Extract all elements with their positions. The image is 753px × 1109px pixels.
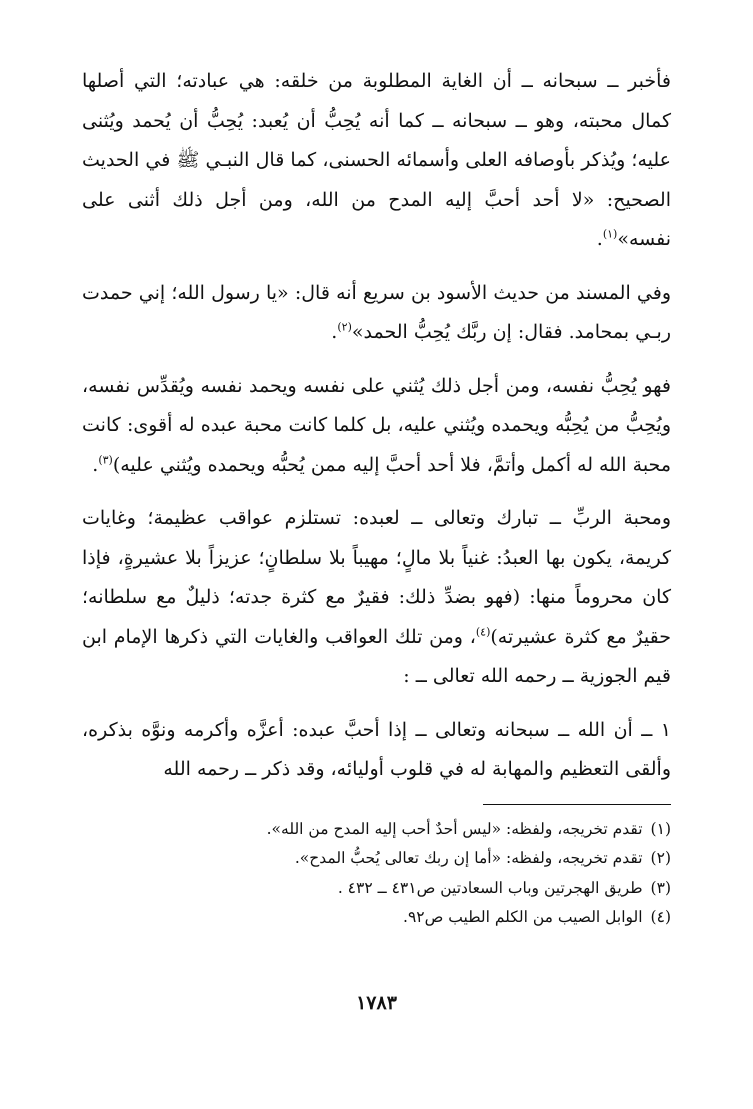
footnote-number: (١) — [650, 819, 671, 838]
footnotes-list — [82, 815, 671, 933]
footnote-text: الوابل الصيب من الكلم الطيب ص٩٢. — [403, 908, 643, 926]
paragraph-2 — [82, 274, 671, 353]
paragraph-5 — [82, 711, 671, 790]
footnote-text: تقدم تخريجه، ولفظه: «ليس أحدٌ أحب إليه المدح من الله». — [266, 819, 643, 838]
footnote-item — [82, 815, 671, 845]
paragraph-4-text: ومحبة الربِّ ــ تبارك وتعالى ــ لعبده: تستلزم عواقب عظيمة؛ وغايات كريمة، يكون بها العبدُ: غنياً بلا مالٍ؛ مهيباً بلا سلطانٍ؛ عزيزاً بلا عشيرةٍ، فإذا كان محروماً منها: (فهو بضدِّ ذلك: فقيرٌ مع كثرة جدته؛ ذليلٌ مع سلطانه؛ حقيرٌ مع كثرة عشيرته) — [82, 507, 671, 648]
paragraph-1-text: فأخبر ــ سبحانه ــ أن الغاية المطلوبة من خلقه: هي عبادته؛ التي أصلها كمال محبته، وهو ــ سبحانه ــ كما أنه يُحِبُّ أن يُعبد: يُحِبُّ أن يُحمد ويُثنى عليه؛ ويُذكر بأوصافه العلى وأسمائه الحسنى، كما قال النبـي ﷺ في الحديث الصحيح: «لا أحد أحبَّ إليه المدح من الله، ومن أجل ذلك أثنى على نفسه» — [82, 70, 672, 250]
footnote-item — [82, 874, 671, 904]
footnote-item — [82, 903, 671, 933]
paragraph-3 — [82, 367, 671, 486]
footnote-number: (٢) — [650, 849, 671, 867]
footnote-ref-4: (٤) — [475, 625, 491, 639]
paragraph-3-text: فهو يُحِبُّ نفسه، ومن أجل ذلك يُثني على نفسه ويحمد نفسه ويُقدِّس نفسه، ويُحِبُّ من يُحِبُّه ويحمده ويُثني عليه، بل كلما كانت محبة عبده له أقوى: كانت محبة الله له أكمل وأتمَّ، فلا أحد أحبَّ إليه ممن يُحبُّه ويحمده ويُثني عليه) — [82, 374, 671, 476]
paragraph-4 — [82, 499, 671, 697]
paragraph-2-end: . — [331, 321, 338, 343]
paragraph-1 — [82, 62, 671, 260]
paragraph-4-tail: ، ومن تلك العواقب والغايات التي ذكرها الإمام ابن قيم الجوزية ــ رحمه الله تعالى ــ : — [82, 625, 671, 687]
page-number: ١٧٨٣ — [356, 992, 397, 1014]
footnote-ref-3: (٣) — [98, 453, 113, 467]
footnote-text: طريق الهجرتين وباب السعادتين ص٤٣١ ــ ٤٣٢ . — [337, 878, 643, 897]
paragraph-5-text: ١ ــ أن الله ــ سبحانه وتعالى ــ إذا أحبَّ عبده: أعزَّه وأكرمه ونوَّه بذكره، وألقى التعظيم والمهابة له في قلوب أوليائه، وقد ذكر ــ رحمه الله — [82, 718, 671, 780]
footnote-number: (٤) — [650, 908, 671, 926]
paragraph-3-end: . — [92, 453, 99, 476]
footnote-divider — [483, 804, 671, 805]
paragraph-1-end: . — [596, 228, 603, 250]
footnote-item — [82, 844, 671, 874]
footnote-text: تقدم تخريجه، ولفظه: «أما إن ربك تعالى يُحبُّ المدح». — [294, 849, 643, 867]
footnote-ref-1: (١) — [602, 227, 618, 241]
footnote-ref-2: (٢) — [337, 320, 352, 334]
footnote-number: (٣) — [650, 878, 671, 897]
paragraph-2-text: وفي المسند من حديث الأسود بن سريع أنه قال: «يا رسول الله؛ إني حمدت ربـي بمحامد. فقال: إن ربَّك يُحِبُّ الحمد» — [82, 281, 671, 343]
